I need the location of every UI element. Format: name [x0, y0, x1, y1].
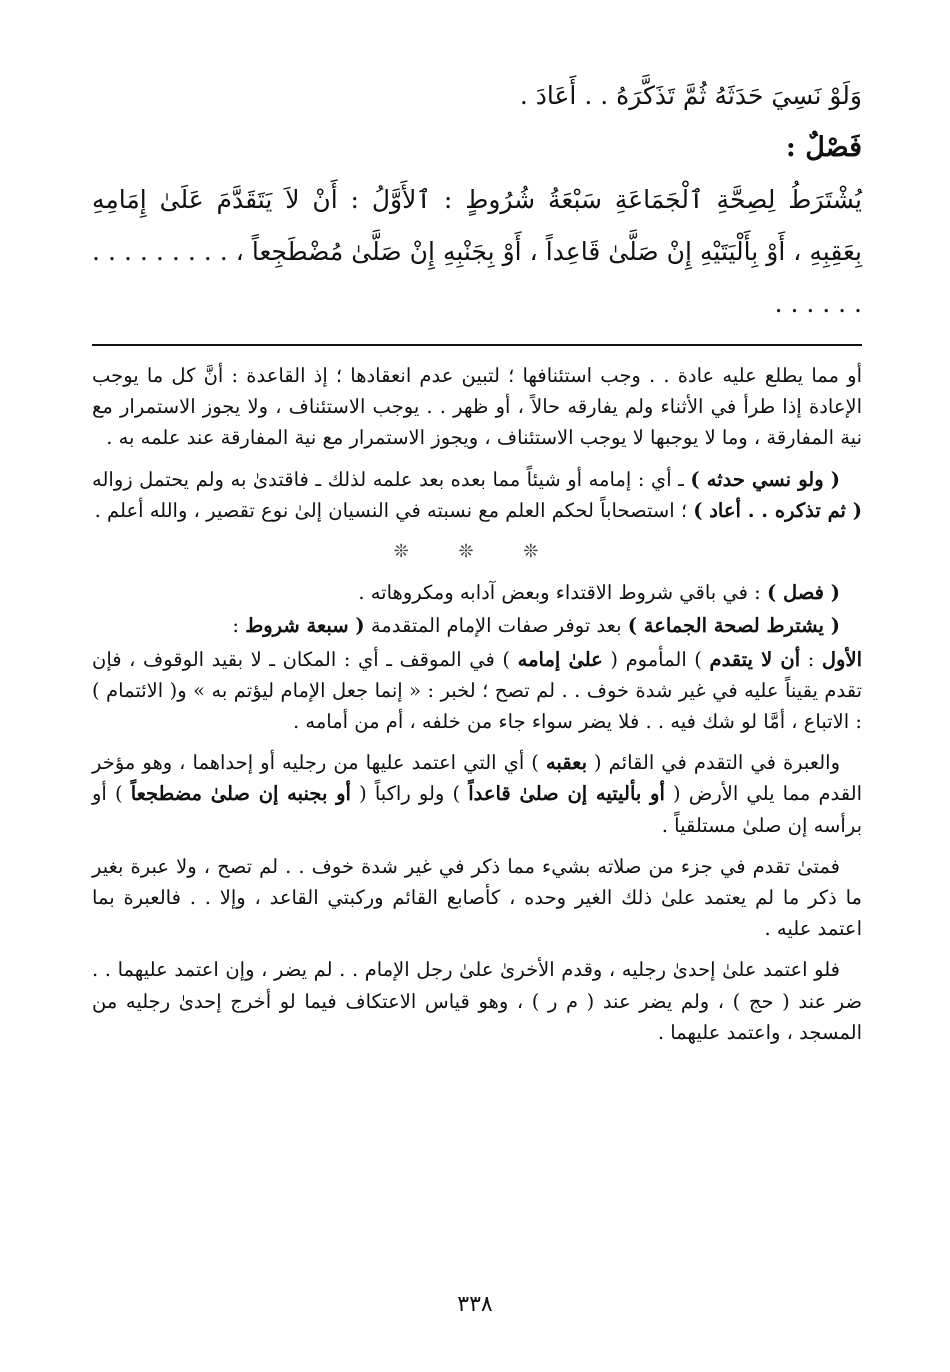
- sharh-paragraph-5: [92, 644, 862, 738]
- divider-line: [92, 344, 862, 346]
- commentary-text: والعبرة في التقدم في القائم (: [587, 751, 840, 775]
- commentary-text: ـ أي : إمامه أو شيئاً مما بعده بعد علمه لذلك ـ فاقتدىٰ به ولم يحتمل زواله: [92, 467, 691, 491]
- page-body: [92, 70, 862, 1058]
- commentary-text: بعد توفر صفات الإمام المتقدمة: [364, 614, 628, 638]
- quoted-matn: أو بأليتيه إن صلىٰ قاعداً: [468, 782, 665, 806]
- commentary-text: : في باقي شروط الاقتداء وبعض آدابه ومكروهاته .: [358, 581, 767, 605]
- commentary-text: ) المأموم (: [602, 647, 710, 671]
- matn-text: [92, 70, 862, 330]
- quoted-matn: أن لا يتقدم: [709, 647, 801, 671]
- sharh-paragraph-4: [92, 610, 862, 641]
- matn-line-3: يُشْتَرَطُ لِصِحَّةِ ٱلْجَمَاعَةِ سَبْعَةُ شُرُوطٍ : ٱلأَوَّلُ : أَنْ لاَ يَتَقَدَّمَ عَلَىٰ إِمَامِهِ بِعَقِبِهِ ، أَوْ بِأَلْيَتَيْهِ إِنْ صَلَّىٰ قَاعِداً ، أَوْ بِجَنْبِهِ إِنْ صَلَّىٰ مُضْطَجِعاً ، . . . . . . . . . . . . . . .: [92, 185, 862, 318]
- commentary-text: ) أو برأسه إن صلىٰ مستلقياً .: [92, 782, 862, 837]
- commentary-text: :: [232, 614, 246, 638]
- quoted-matn: ( فصل ): [766, 581, 840, 605]
- sharh-text: [92, 360, 862, 1048]
- sharh-paragraph-1: أو مما يطلع عليه عادة . . وجب استئنافها ؛ لتبين عدم انعقادها ؛ إذ القاعدة : أنَّ كل ما يوجب الإعادة إذا طرأ في الأثناء ولم يفارقه حالاً ، أو ظهر . . يوجب الاستئناف ، ولا يجوز الاستمرار مع نية المفارقة ، وما لا يوجبها لا يوجب الاستئناف ، ويجوز الاستمرار مع نية المفارقة عند علمه به .: [92, 364, 862, 450]
- section-separator-stars: ❊ ❊ ❊: [393, 541, 561, 563]
- quoted-matn: بعقبه: [545, 751, 587, 775]
- quoted-matn: علىٰ إمامه: [517, 647, 603, 671]
- fasl-heading: فَصْلٌ :: [785, 132, 862, 163]
- commentary-text: ) في الموقف ـ أي : المكان ـ لا بقيد الوقوف ، فإن تقدم يقيناً عليه في غير شدة خوف . . لم تصح ؛ لخبر : « إنما جعل الإمام ليؤتم به » و( الائتمام ) : الاتباع ، أمَّا لو شك فيه . . فلا يضر سواء جاء من خلفه ، أم من أمامه .: [92, 647, 862, 734]
- sharh-paragraph-2: [92, 464, 862, 526]
- sharh-paragraph-3: [92, 577, 862, 608]
- matn-line-1: وَلَوْ نَسِيَ حَدَثَهُ ثُمَّ تَذَكَّرَهُ . . أَعَادَ .: [519, 81, 862, 110]
- commentary-text: ) أي التي اعتمد عليها من رجليه أو إحداهما ، وهو مؤخر القدم مما يلي الأرض (: [92, 751, 862, 806]
- sharh-paragraph-6: [92, 747, 862, 841]
- quoted-matn: الأول: [821, 647, 863, 671]
- commentary-text: ) ولو راكباً (: [350, 782, 469, 806]
- commentary-text: ؛ استصحاباً لحكم العلم مع نسبته في النسيان إلىٰ نوع تقصير ، والله أعلم .: [94, 498, 694, 522]
- quoted-matn: أو بجنبه إن صلىٰ مضطجعاً: [130, 782, 351, 806]
- sharh-paragraph-7: فمتىٰ تقدم في جزء من صلاته بشيء مما ذكر في غير شدة خوف . . لم تصح ، ولا عبرة بغير ما ذكر ما لم يعتمد علىٰ ذلك الغير وحده ، كأصابع القائم وركبتي القاعد ، وإلا . . فالعبرة بما اعتمد عليه .: [92, 854, 862, 941]
- sharh-paragraph-8: فلو اعتمد علىٰ إحدىٰ رجليه ، وقدم الأخرىٰ علىٰ رجل الإمام . . لم يضر ، وإن اعتمد عليهما . . ضر عند ( حج ) ، ولم يضر عند ( م ر ) ، وهو قياس الاعتكاف فيما لو أخرج إحدىٰ رجليه من المسجد ، واعتمد عليهما .: [92, 958, 862, 1044]
- commentary-text: :: [800, 647, 822, 671]
- page-number: ٣٣٨: [457, 1292, 493, 1317]
- quoted-matn: ( ثم تذكره . . أعاد ): [693, 498, 862, 522]
- quoted-matn: ( يشترط لصحة الجماعة ): [627, 614, 840, 638]
- quoted-matn: ( ولو نسي حدثه ): [690, 467, 840, 491]
- quoted-matn: ( سبعة شروط: [245, 614, 365, 638]
